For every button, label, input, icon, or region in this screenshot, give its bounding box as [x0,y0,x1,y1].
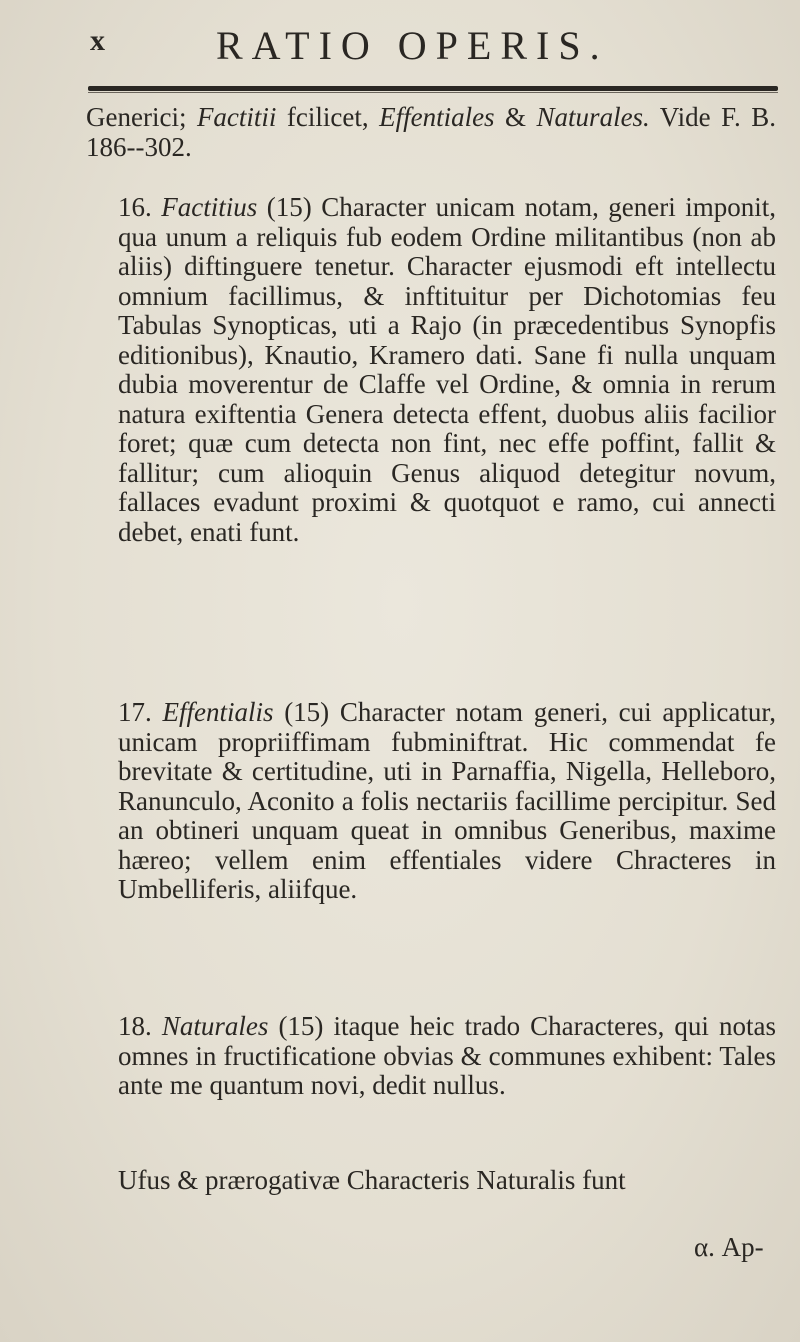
text-run: Generici; [86,102,197,132]
paragraph-text [86,698,776,905]
paragraph-16-factitius [86,193,776,547]
text-run: fcilicet, [276,102,380,132]
folio-number: x [90,24,106,57]
italic-term: Factitii [196,102,277,132]
text-run: (15) Character notam generi, cui applicatur, unicam propriiffimam fubminiftrat. Hic commendat fe brevitate & certitudine, uti in Parnaffia, Nigella, Helleboro, Ranunculo, Aconito a folis nectariis facillime percipitur. Sed an obtineri unquam queat in omnibus Generibus, maxime hæreo; vellem enim effentiales videre Chracteres in Umbelliferis, aliifque. [118,697,776,904]
running-title: RATIO OPERIS. [216,23,609,68]
text-run: Vide F. B. 186--302. [86,102,776,162]
paragraph-usus [86,1166,776,1196]
page-header [88,18,768,68]
italic-term: Effentiales [379,102,495,132]
paragraph-text [86,1166,776,1196]
paragraph-text [86,103,776,162]
paragraph-text [86,193,776,547]
italic-term: Factitius [161,192,258,222]
italic-term: Effentialis [162,697,274,727]
paragraph-18-naturales [86,1012,776,1101]
paragraph-genera-types [86,103,776,162]
header-rule [88,86,778,91]
italic-term: Naturales [161,1011,269,1041]
text-run: (15) Character unicam notam, generi imponit, qua unum a reliquis fub eodem Ordine militantibus (non ab aliis) diftinguere tenetur. Character ejusmodi eft intellectu omnium facillimus, & inftituitur per Dichotomias feu Tabulas Synopticas, uti a Rajo (in præcedentibus Synopfis editionibus), Knautio, Kramero dati. Sane fi nulla unquam dubia moverentur de Claffe vel Ordine, & omnia in rerum natura exiftentia Genera detecta effent, duobus aliis facilior foret; quæ cum detecta non fint, nec effe poffint, fallit & fallitur; cum alioquin Genus aliquod detegitur novum, fallaces evadunt proximi & quotquot e ramo, cui annecti debet, enati funt. [118,192,777,547]
paragraph-text [86,1012,776,1101]
text-run: 16. [118,192,162,222]
text-run: & [494,102,537,132]
text-run: (15) itaque heic trado Characteres, qui notas omnes in fructificatione obvias & communes exhibent: Tales ante me quantum novi, dedit nullus. [118,1011,777,1100]
catchword: α. Ap- [694,1232,764,1262]
paragraph-17-effentialis [86,698,776,905]
italic-term: Naturales. [536,102,650,132]
text-run: Ufus & prærogativæ Characteris Naturalis funt [118,1165,626,1195]
text-run: 18. [118,1011,162,1041]
text-run: 17. [118,697,163,727]
